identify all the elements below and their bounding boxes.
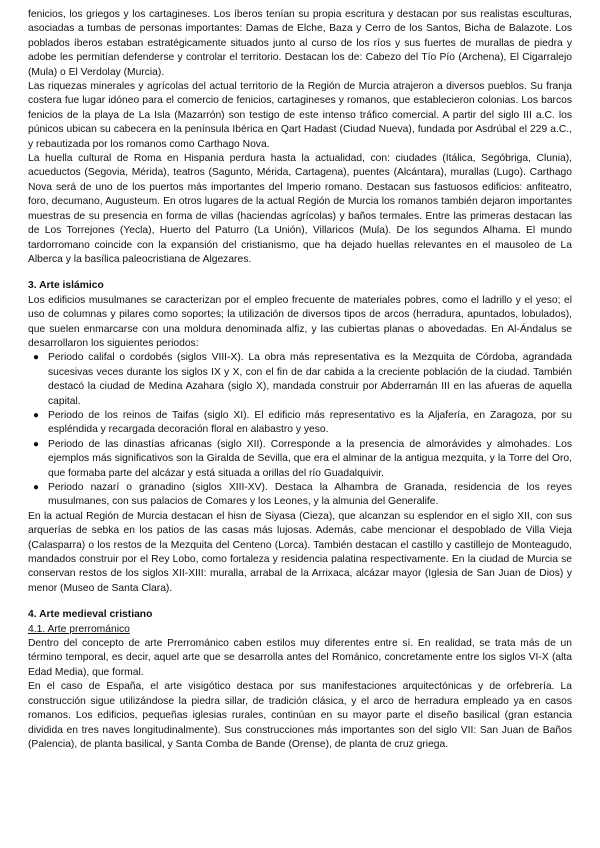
paragraph-roma: La huella cultural de Roma en Hispania perdura hasta la actualidad, con: ciudades (Itálica, Segóbriga, Clunia), acueductos (Segovia, Mérida), teatros (Sagunto, Mérida, Cartagena), puentes (Alcántara), murallas (Lugo). Carthago Nova será de uno de los puertos más importantes del Imperio romano. Destacan sus fastuosos edificios: anfiteatro, foro, decumano, Augusteum. En otros lugares de la actual Región de Murcia los romanos también dejaron importantes muestras de su presencia en forma de villas (haciendas agrícolas) y baños termales. Entre las primeras destacan las de Los Torrejones (Yecla), Huerto del Paturro (La Unión), Villaricos (Mula). De los segundos Alhama. El mundo tardorromano coincide con la expansión del cristianismo, que ha dejado huellas relevantes en el mausoleo de La Alberca y la basílica paleocristiana de Algezares. [28, 153, 572, 265]
heading-arte-islamico: 3. Arte islámico [28, 280, 104, 292]
paragraph-colonias: Las riquezas minerales y agrícolas del actual territorio de la Región de Murcia atrajeron a diversos pueblos. Su franja costera fue lugar idóneo para el comercio de fenicios, cartagineses y romanos, que establecieron colonias. Los barcos fenicios de la playa de La Isla (Mazarrón) son testigo de este intenso tráfico comercial. A partir del siglo III a.C. los púnicos ubican su cabecera en la península Ibérica en Qart Hadast (Ciudad Nueva), fundada por Asdrúbal el 229 a.C., y rebautizada por los romanos como Carthago Nova. [28, 81, 572, 150]
period-text: Periodo califal o cordobés (siglos VIII-X). La obra más representativa es la Mezquita de Córdoba, agrandada sucesivas veces durante los siglos IX y X, con el fin de dar cabida a la creciente población de la ciudad. También destacó la ciudad de Medina Azahara (siglo X), mandada construir por Abderramán III en las afueras de aquella capital. [48, 352, 572, 407]
heading-arte-medieval: 4. Arte medieval cristiano [28, 609, 153, 621]
list-item [28, 409, 572, 438]
paragraph-prerromanico: Dentro del concepto de arte Prerrománico caben estilos muy diferentes entre sí. En realidad, se trata más de un término temporal, es decir, aquel arte que se desarrolla antes del Románico, concretamente entre los siglos VI-X (alta Edad Media), que formal. [28, 638, 572, 678]
period-text: Periodo de las dinastías africanas (siglo XII). Corresponde a la presencia de almorávides y almohades. Los ejemplos más significativos son la Giralda de Sevilla, que era el alminar de la antigua mezquita, y la Torre del Oro, que formaba parte del alcázar y está situada a orillas del río Guadalquivir. [48, 438, 572, 479]
bullet-icon: ● [33, 409, 40, 421]
subheading-prerromanico: 4.1. Arte prerrománico [28, 623, 130, 635]
list-item [28, 351, 572, 409]
list-item [28, 481, 572, 510]
paragraph-visigotico: En el caso de España, el arte visigótico destaca por sus manifestaciones arquitectónicas y de orfebrería. La construcción sigue utilizándose la piedra sillar, de tradición clásica, y el arco de herradura empleado ya en casos romanos. Los edificios, pequeñas iglesias rurales, continúan en su mayor parte el diseño basilical (gran estancia dividida en tres naves longitudinalmente). Sus construcciones más importantes son del siglo VII: San Juan de Baños (Palencia), de planta basilical, y Santa Comba de Bande (Orense), de planta de cruz griega. [28, 681, 572, 750]
paragraph-murcia-islamica: En la actual Región de Murcia destacan el hisn de Siyasa (Cieza), que alcanzan su esplendor en el siglo XII, con sus arquerías de sebka en los patios de las casas más lujosas. Además, cabe mencionar el despoblado de Villa Vieja (Calasparra) o los restos de la Mezquita del Centeno (Lorca). También destacan el castillo y castillejo de Monteagudo, mandados construir por el Rey Lobo, como fortaleza y residencia palatina respectivamente. En la ciudad de Murcia se conservan restos de los siglos XII-XIII: muralla, arrabal de la Arrixaca, alcázar mayor (Iglesia de San Juan de Dios) y menor (Museo de Santa Clara). [28, 510, 572, 594]
paragraph-edificios-musulmanes: Los edificios musulmanes se caracterizan por el empleo frecuente de materiales pobres, como el ladrillo y el yeso; el uso de columnas y pilares como soportes; la utilización de diversos tipos de arcos (herradura, apuntados, lobulados), que suelen enmarcarse con una moldura denominada alfiz, y las cubiertas planas o abovedadas. En Al-Ándalus se desarrollaron los siguientes periodos: [28, 294, 572, 349]
paragraph-iberos: fenicios, los griegos y los cartagineses. Los íberos tenían su propia escritura y destacan por sus realistas esculturas, asociadas a tumbas de personas importantes: Damas de Elche, Baza y Cerro de los Santos, Bicha de Balazote. Los poblados íberos estaban estratégicamente situados junto al curso de los ríos y sus fuertes de murallas de piedra y adobe les permitían defenderse y controlar el territorio. Destacan los de: Cabezo del Tío Pío (Archena), El Cigarralejo (Mula) o El Verdolay (Murcia). [28, 9, 572, 78]
bullet-icon: ● [33, 352, 40, 364]
period-text: Periodo nazarí o granadino (siglos XIII-XV). Destaca la Alhambra de Granada, residencia de los reyes musulmanes, con sus palacios de Comares y los Leones, y la almunia del Generalife. [48, 482, 572, 508]
bullet-icon: ● [33, 482, 40, 493]
periods-list [28, 351, 572, 509]
list-item [28, 438, 572, 481]
bullet-icon: ● [33, 438, 40, 450]
period-text: Periodo de los reinos de Taifas (siglo XI). El edificio más representativo es la Aljafería, en Zaragoza, por su espléndida y recargada decoración floral en alabastro y yeso. [48, 409, 572, 436]
